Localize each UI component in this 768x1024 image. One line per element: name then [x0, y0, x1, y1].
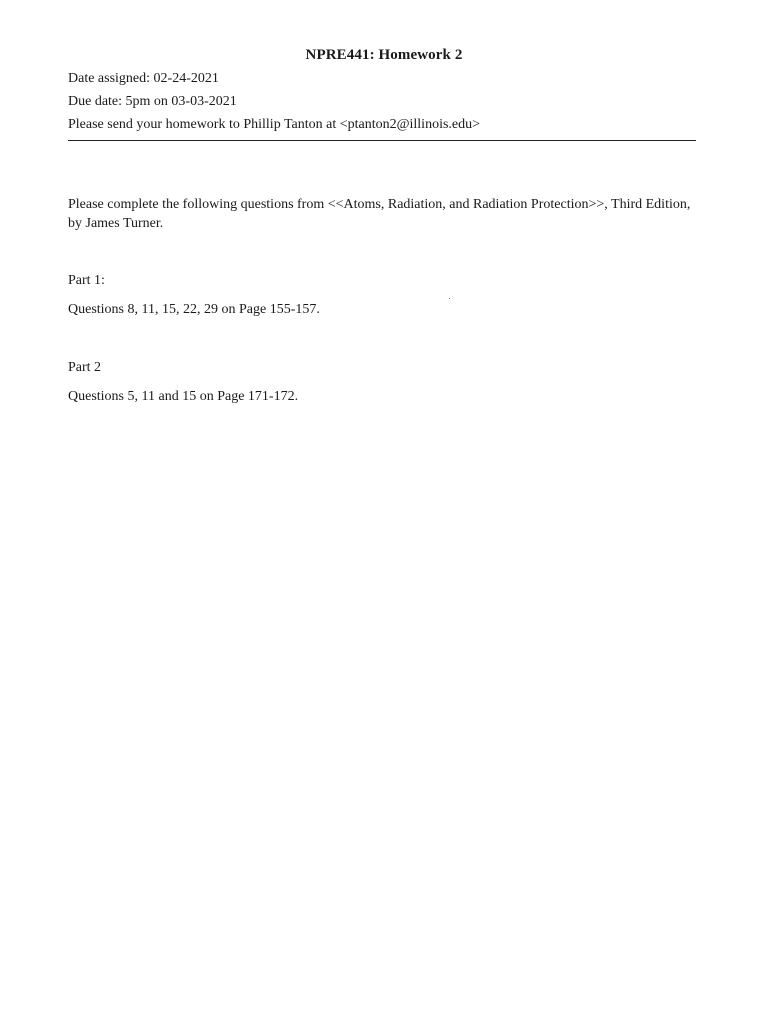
- part-1-questions: Questions 8, 11, 15, 22, 29 on Page 155-157.: [68, 302, 320, 317]
- part-1-heading: Part 1:: [68, 273, 105, 288]
- due-date: Due date: 5pm on 03-03-2021: [68, 94, 237, 109]
- part-2-heading: Part 2: [68, 360, 102, 375]
- intro-paragraph: Please complete the following questions from <<Atoms, Radiation, and Radiation Protection>>, Third Edition, by James Turner.: [68, 197, 691, 231]
- part-2-questions: Questions 5, 11 and 15 on Page 171-172.: [68, 389, 299, 404]
- document-title: NPRE441: Homework 2: [305, 47, 463, 63]
- scan-artifact: [449, 298, 450, 299]
- header-divider: [68, 140, 696, 141]
- submission-instructions: Please send your homework to Phillip Tanton at <ptanton2@illinois.edu>: [68, 117, 481, 132]
- date-assigned: Date assigned: 02-24-2021: [68, 71, 219, 86]
